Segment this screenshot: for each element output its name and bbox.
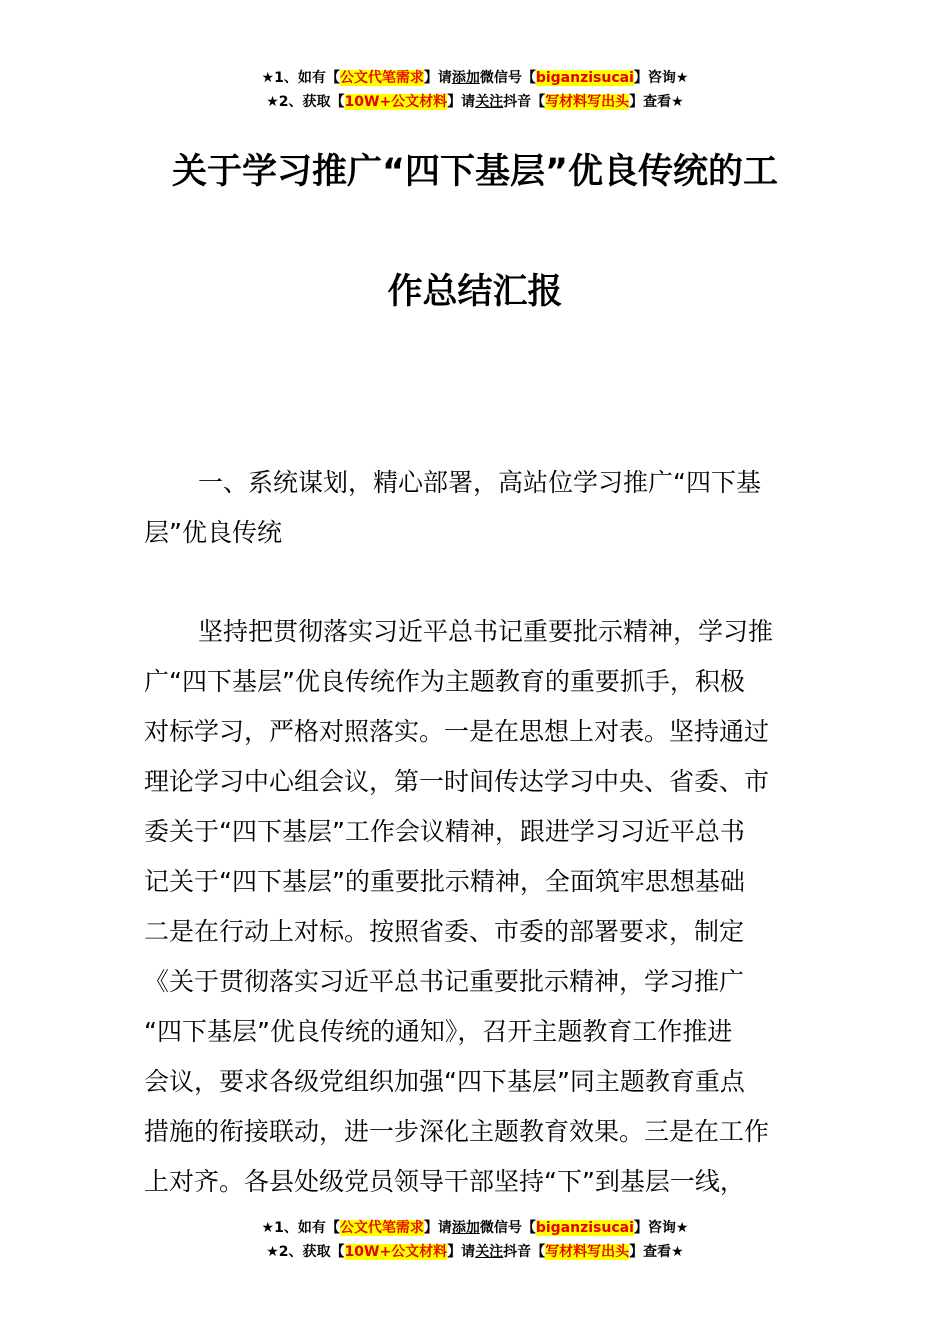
banner-text: 】查看★ — [629, 94, 684, 110]
banner-highlight: 公文代笔需求 — [339, 70, 424, 86]
paragraph-line: 会议，要求各级党组织加强“四下基层”同主题教育重点 — [144, 1067, 745, 1096]
paragraph-line: 二是在行动上对标。按照省委、市委的部署要求，制定 — [144, 917, 745, 946]
banner-line-2 — [0, 1240, 950, 1264]
section-heading-line: 一、系统谋划，精心部署，高站位学习推广“四下基 — [198, 468, 761, 497]
banner-highlight: biganzisucai — [535, 70, 634, 86]
banner-text: 抖音【 — [503, 1244, 546, 1260]
banner-text: 】请 — [447, 94, 476, 110]
banner-highlight: biganzisucai — [535, 1220, 634, 1236]
banner-line-2 — [0, 90, 950, 114]
paragraph-line: 措施的衔接联动，进一步深化主题教育效果。三是在工作 — [144, 1117, 770, 1146]
banner-text: 】咨询★ — [633, 1220, 689, 1236]
banner-emphasis: 关注 — [475, 1244, 504, 1260]
section-heading — [144, 458, 808, 558]
paragraph-line: 《关于贯彻落实习近平总书记重要批示精神，学习推广 — [144, 967, 745, 996]
banner-text: ★1、如有【 — [261, 1220, 340, 1236]
banner-text: 】请 — [423, 70, 452, 86]
banner-emphasis: 添加 — [451, 70, 480, 86]
paragraph-line: 理论学习中心组会议，第一时间传达学习中央、省委、市 — [144, 767, 770, 796]
banner-text: ★2、获取【 — [266, 94, 345, 110]
paragraph-line: 记关于“四下基层”的重要批示精神，全面筑牢思想基础 — [144, 867, 745, 896]
banner-text: 抖音【 — [503, 94, 546, 110]
section-heading-line: 层”优良传统 — [144, 518, 282, 547]
body-paragraph — [144, 607, 808, 1207]
banner-line-1 — [0, 1216, 950, 1240]
paragraph-line: 委关于“四下基层”工作会议精神，跟进学习习近平总书 — [144, 817, 745, 846]
banner-highlight: 10W+公文材料 — [344, 94, 448, 110]
banner-line-1 — [0, 66, 950, 90]
banner-text: 】请 — [447, 1244, 476, 1260]
document-title-line-2: 作总结汇报 — [387, 272, 563, 312]
banner-text: ★2、获取【 — [266, 1244, 345, 1260]
footer-banner — [0, 1216, 950, 1264]
banner-highlight: 10W+公文材料 — [344, 1244, 448, 1260]
banner-text: 】请 — [423, 1220, 452, 1236]
banner-text: 】咨询★ — [633, 70, 689, 86]
paragraph-line: 对标学习，严格对照落实。一是在思想上对表。坚持通过 — [144, 717, 770, 746]
banner-highlight: 公文代笔需求 — [339, 1220, 424, 1236]
paragraph-line: 坚持把贯彻落实习近平总书记重要批示精神，学习推 — [198, 617, 774, 646]
banner-emphasis: 添加 — [451, 1220, 480, 1236]
paragraph-line: 广“四下基层”优良传统作为主题教育的重要抓手，积极 — [144, 667, 745, 696]
paragraph-line: 上对齐。各县处级党员领导干部坚持“下”到基层一线， — [144, 1167, 745, 1196]
banner-highlight: 写材料写出头 — [545, 1244, 630, 1260]
paragraph-line: “四下基层”优良传统的通知》，召开主题教育工作推进 — [144, 1017, 733, 1046]
banner-text: 微信号【 — [479, 1220, 536, 1236]
banner-emphasis: 关注 — [475, 94, 504, 110]
document-title-line-1: 关于学习推广“四下基层”优良传统的工 — [171, 152, 778, 192]
banner-text: 微信号【 — [479, 70, 536, 86]
banner-text: 】查看★ — [629, 1244, 684, 1260]
banner-highlight: 写材料写出头 — [545, 94, 630, 110]
banner-text: ★1、如有【 — [261, 70, 340, 86]
header-banner — [0, 66, 950, 114]
